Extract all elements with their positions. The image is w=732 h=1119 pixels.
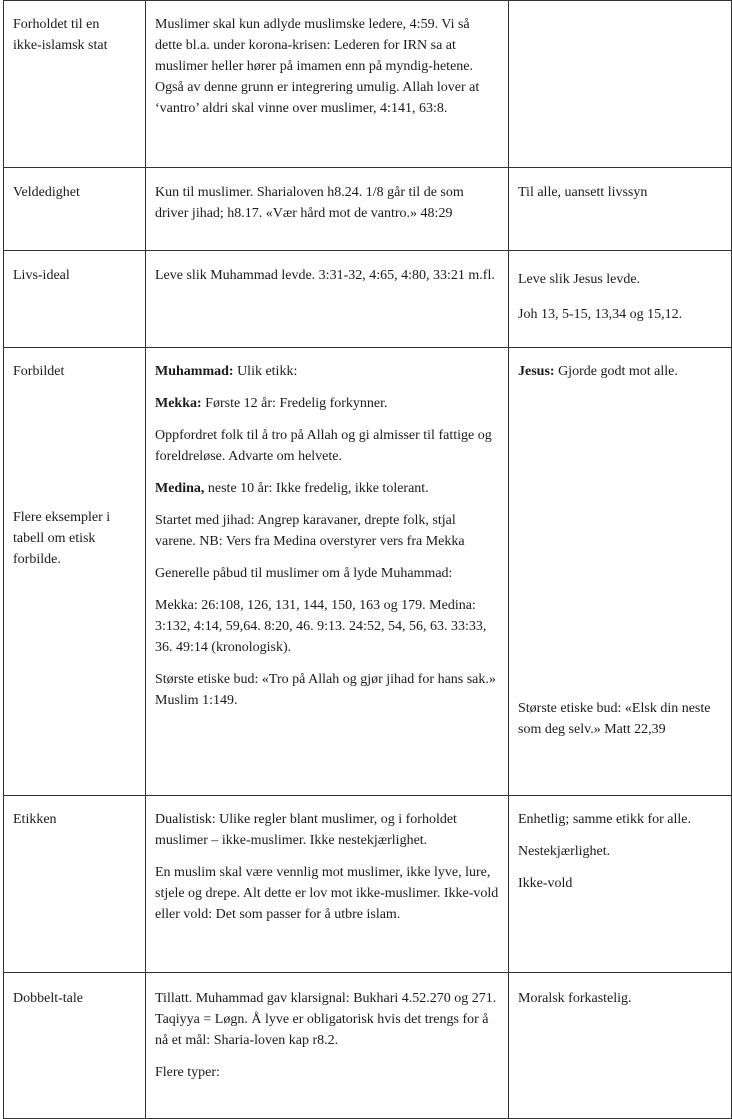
christianity-cell bbox=[509, 796, 732, 973]
table-row bbox=[4, 168, 732, 251]
islam-cell bbox=[146, 168, 509, 251]
row-label-cell bbox=[4, 251, 146, 348]
cell-paragraph: Tillatt. Muhammad gav klarsignal: Bukhari 4.52.270 og 271. Taqiyya = Løgn. Å lyve er obligatorisk hvis det trengs for å nå et mål: Sharia-loven kap r8.2. bbox=[155, 991, 497, 1048]
cell-paragraph bbox=[155, 510, 500, 552]
cell-paragraph: Ikke-vold bbox=[518, 876, 573, 891]
row-label-note: Flere eksempler i tabell om etisk forbilde. bbox=[13, 510, 111, 567]
paragraph-text: Generelle påbud til muslimer om å lyde Muhammad: bbox=[155, 566, 453, 581]
cell-paragraph: Joh 13, 5-15, 13,34 og 15,12. bbox=[518, 307, 683, 322]
paragraph-text: Ulik etikk: bbox=[233, 364, 298, 379]
cell-paragraph: Leve slik Muhammad levde. 3:31-32, 4:65, 4:80, 33:21 m.fl. bbox=[155, 268, 495, 283]
cell-paragraph: Leve slik Jesus levde. bbox=[518, 272, 641, 287]
islam-cell bbox=[146, 348, 509, 796]
paragraph-text: Største etiske bud: «Tro på Allah og gjør jihad for hans sak.» Muslim 1:149. bbox=[155, 672, 496, 708]
islam-cell bbox=[146, 973, 509, 1119]
row-label-cell bbox=[4, 348, 146, 796]
cell-paragraph bbox=[518, 698, 723, 740]
cell-paragraph: Til alle, uansett livssyn bbox=[518, 185, 648, 200]
paragraph-text: Første 12 år: Fredelig forkynner. bbox=[201, 396, 388, 411]
cell-paragraph: Flere typer: bbox=[155, 1065, 220, 1080]
paragraph-text: Mekka: 26:108, 126, 131, 144, 150, 163 og 179. Medina: 3:132, 4:14, 59,64. 8:20, 46. 9:13. 24:52, 54, 56, 63. 33:33, 36. 49:14 (kronologisk). bbox=[155, 598, 487, 655]
bold-term: Jesus: bbox=[518, 364, 555, 379]
paragraph-text: Startet med jihad: Angrep karavaner, drepte folk, stjal varene. NB: Vers fra Medina overstyrer vers fra Mekka bbox=[155, 513, 465, 549]
cell-paragraph bbox=[155, 425, 500, 467]
row-label bbox=[13, 14, 137, 56]
cell-paragraph: Dualistisk: Ulike regler blant muslimer, og i forholdet muslimer – ikke-muslimer. Ikke nestekjærlighet. bbox=[155, 812, 457, 848]
table-row bbox=[4, 348, 732, 796]
cell-paragraph: Muslimer skal kun adlyde muslimske ledere, 4:59. Vi så dette bl.a. under korona-krisen: Lederen for IRN sa at muslimer heller hører på imamen enn på myndig-hetene. Også av denne grunn er integrering umulig. Allah lover at ‘vantro’ aldri skal vinne over muslimer, 4:141, 63:8. bbox=[155, 17, 480, 116]
row-label: Dobbelt-tale bbox=[13, 991, 83, 1006]
cell-paragraph bbox=[518, 361, 723, 382]
paragraph-text: Gjorde godt mot alle. bbox=[554, 364, 678, 379]
cell-paragraph bbox=[155, 361, 500, 382]
row-label: Etikken bbox=[13, 812, 57, 827]
cell-paragraph bbox=[155, 393, 500, 414]
bold-term: Mekka: bbox=[155, 396, 202, 411]
christianity-cell bbox=[509, 348, 732, 796]
cell-paragraph: En muslim skal være vennlig mot muslimer, ikke lyve, lure, stjele og drepe. Alt dette er lov mot ikke-muslimer. Ikke-vold eller vold: Det som passer for å utbre islam. bbox=[155, 865, 499, 922]
row-label: Veldedighet bbox=[13, 185, 80, 200]
bold-term: Muhammad: bbox=[155, 364, 234, 379]
cell-paragraph bbox=[155, 563, 500, 584]
row-label: Forbildet bbox=[13, 364, 65, 379]
islam-cell bbox=[146, 796, 509, 973]
table-row bbox=[4, 251, 732, 348]
row-label-cell bbox=[4, 168, 146, 251]
cell-paragraph: Enhetlig; samme etikk for alle. bbox=[518, 812, 692, 827]
table-row bbox=[4, 973, 732, 1119]
bold-term: Medina, bbox=[155, 481, 205, 496]
paragraph-text: neste 10 år: Ikke fredelig, ikke tolerant. bbox=[204, 481, 429, 496]
cell-paragraph bbox=[155, 669, 500, 711]
row-label: Livs-ideal bbox=[13, 268, 70, 283]
cell-paragraph: Kun til muslimer. Sharialoven h8.24. 1/8 går til de som driver jihad; h8.17. «Vær hård mot de vantro.» 48:29 bbox=[155, 185, 464, 221]
christianity-cell bbox=[509, 1, 732, 168]
table-row bbox=[4, 796, 732, 973]
paragraph-text: Største etiske bud: «Elsk din neste som deg selv.» Matt 22,39 bbox=[518, 701, 711, 737]
paragraph-text: Oppfordret folk til å tro på Allah og gi almisser til fattige og foreldreløse. Advarte om helvete. bbox=[155, 428, 492, 464]
comparison-table bbox=[3, 0, 732, 1119]
cell-paragraph: Moralsk forkastelig. bbox=[518, 991, 632, 1006]
row-label-cell bbox=[4, 796, 146, 973]
row-label-line: Forholdet til en bbox=[13, 17, 100, 32]
islam-cell bbox=[146, 1, 509, 168]
row-label-cell bbox=[4, 1, 146, 168]
christianity-cell bbox=[509, 251, 732, 348]
islam-cell bbox=[146, 251, 509, 348]
row-label-cell bbox=[4, 973, 146, 1119]
cell-paragraph bbox=[155, 595, 500, 658]
christianity-cell bbox=[509, 973, 732, 1119]
row-label-line: ikke-islamsk stat bbox=[13, 38, 108, 53]
cell-paragraph: Nestekjærlighet. bbox=[518, 844, 611, 859]
table-row bbox=[4, 1, 732, 168]
christianity-cell bbox=[509, 168, 732, 251]
cell-paragraph bbox=[155, 478, 500, 499]
